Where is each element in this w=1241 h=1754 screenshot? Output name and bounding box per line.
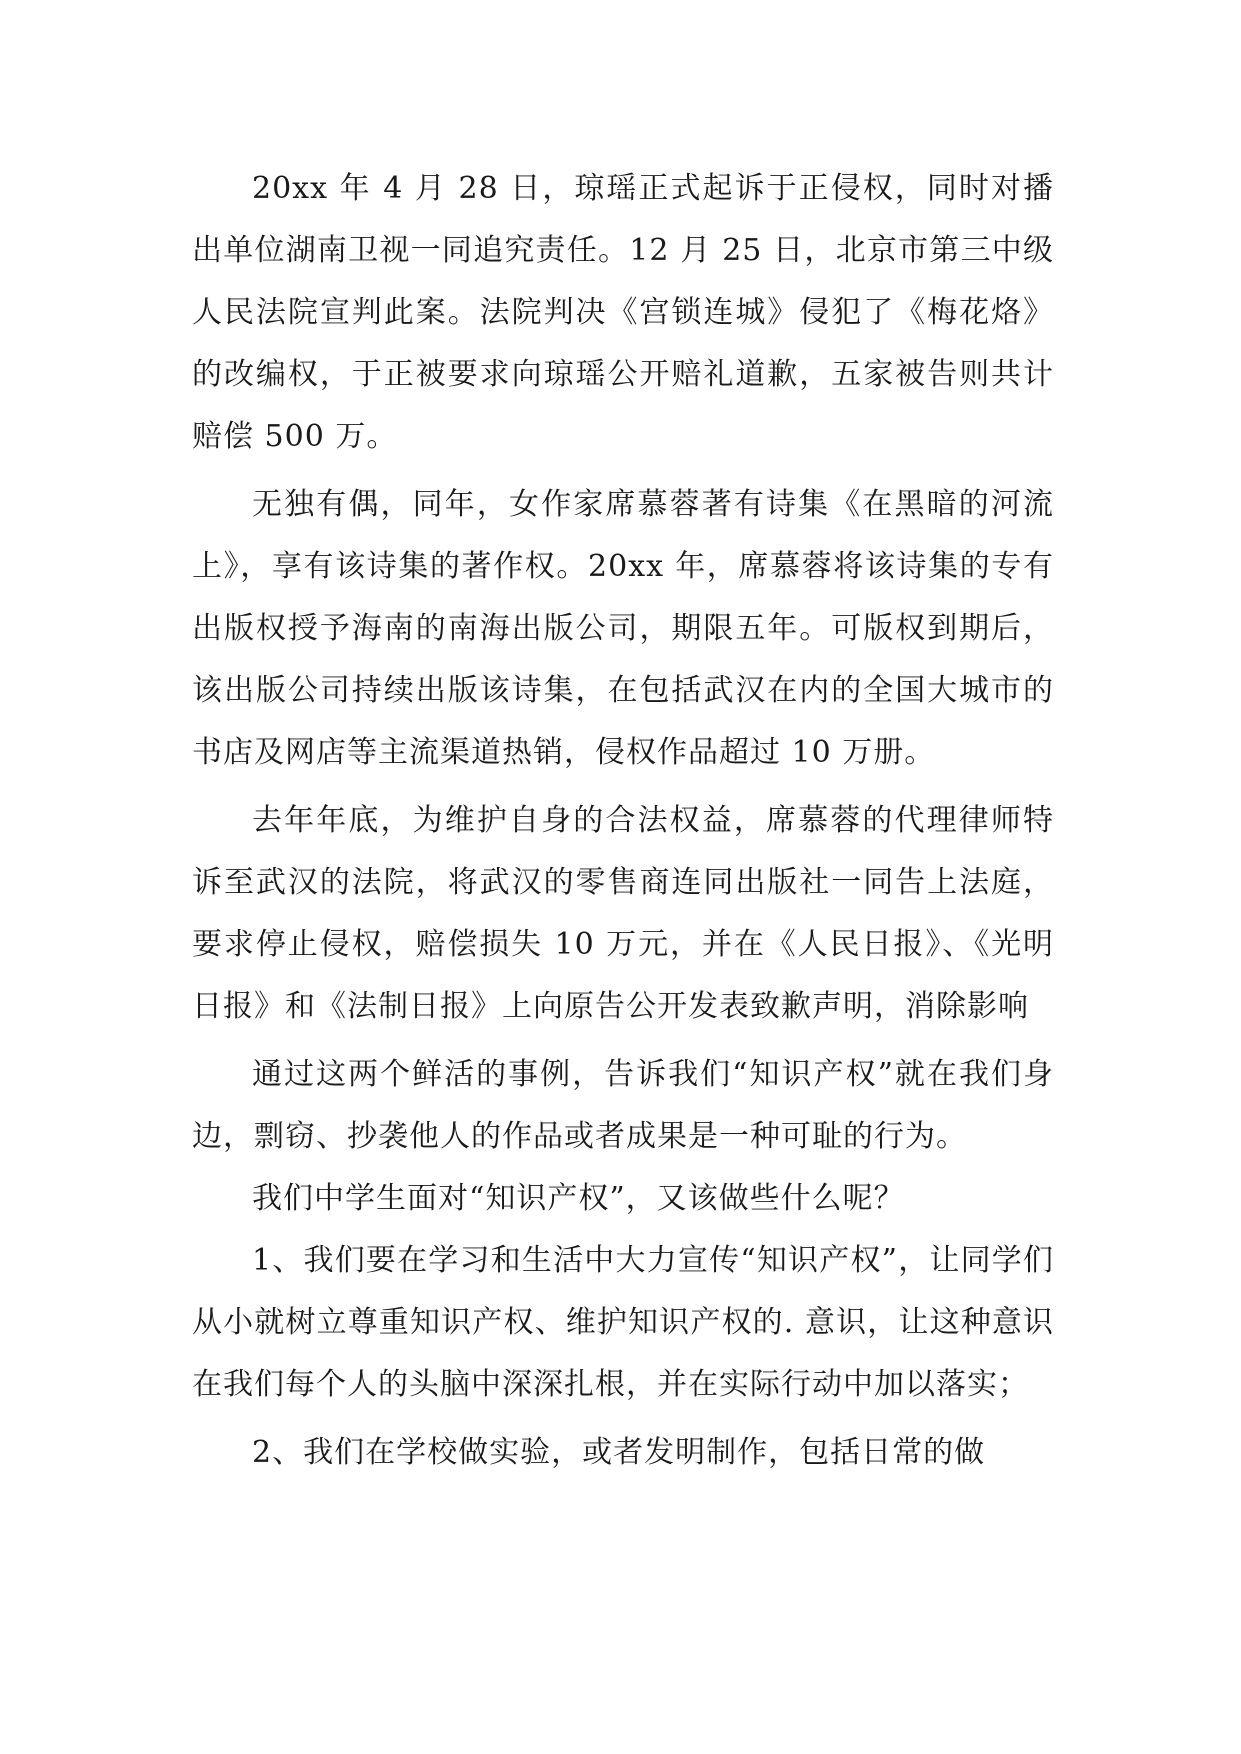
paragraph-ximurong-lawsuit: 去年年底，为维护自身的合法权益，席慕蓉的代理律师特诉至武汉的法院，将武汉的零售商连同出版社一同告上法庭，要求停止侵权，赔偿损失 10 万元，并在《人民日报》、《光明日报》和《法制日报》上向原告公开发表致歉声明，消除影响	[192, 803, 1054, 1024]
paragraph-ximurong-poetry: 无独有偶，同年，女作家席慕蓉著有诗集《在黑暗的河流上》，享有该诗集的著作权。20xx 年，席慕蓉将该诗集的专有出版权授予海南的南海出版公司，期限五年。可版权到期后，该出版公司持续出版该诗集，在包括武汉在内的全国大城市的书店及网店等主流渠道热销，侵权作品超过 10 万册。	[192, 487, 1054, 770]
paragraph-question: 我们中学生面对“知识产权”，又该做些什么呢？	[252, 1181, 905, 1216]
paragraph-point-2: 2、我们在学校做实验，或者发明制作，包括日常的做	[252, 1435, 986, 1470]
document-body	[192, 158, 1054, 1490]
paragraph-qiongyao-lawsuit: 20xx 年 4 月 28 日，琼瑶正式起诉于正侵权，同时对播出单位湖南卫视一同追究责任。12 月 25 日，北京市第三中级人民法院宣判此案。法院判决《宫锁连城》侵犯了《梅花烙》的改编权，于正被要求向琼瑶公开赔礼道歉，五家被告则共计赔偿 500 万。	[192, 171, 1054, 454]
paragraph-point-1: 1、我们要在学习和生活中大力宣传“知识产权”，让同学们从小就树立尊重知识产权、维护知识产权的. 意识，让这种意识在我们每个人的头脑中深深扎根，并在实际行动中加以落实；	[192, 1243, 1054, 1402]
paragraph-conclusion: 通过这两个鲜活的事例，告诉我们“知识产权”就在我们身边，剽窃、抄袭他人的作品或者成果是一种可耻的行为。	[192, 1057, 1054, 1154]
